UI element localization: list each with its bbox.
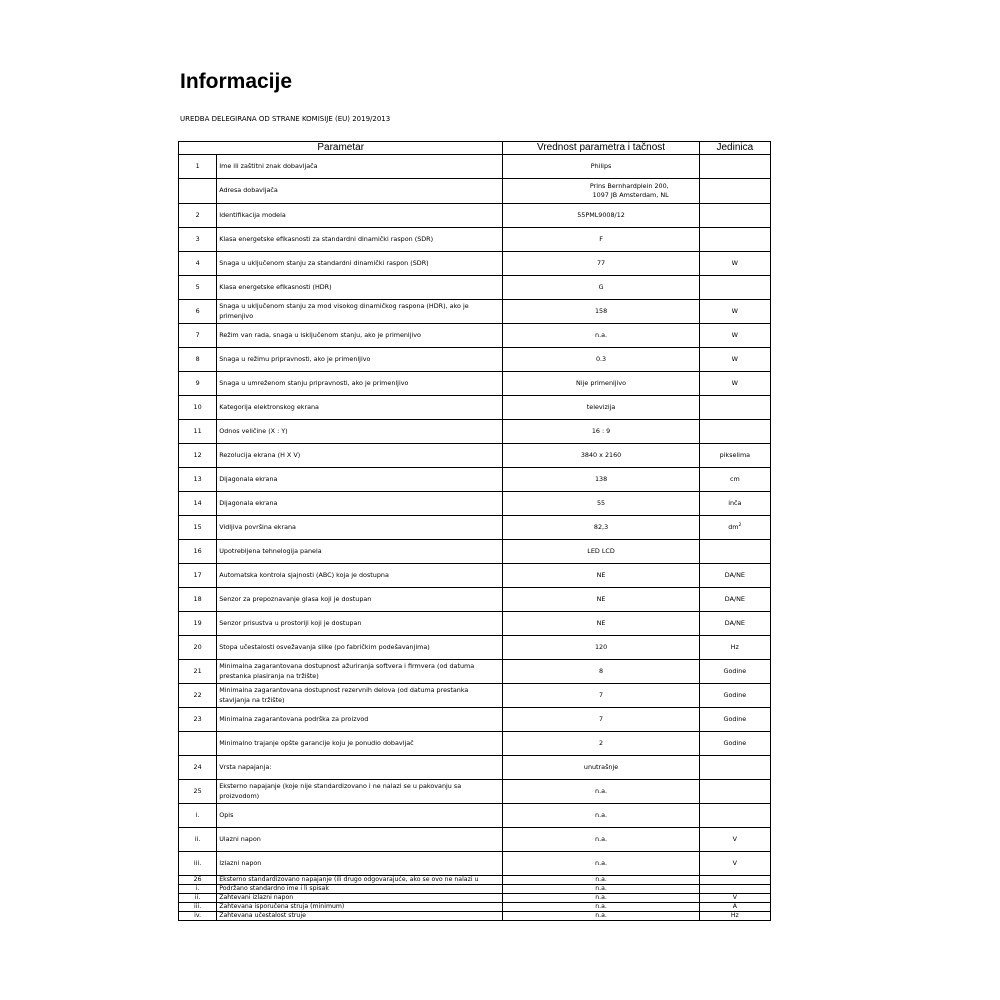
row-parameter: Snaga u umreženom stanju pripravnosti, ako je primenljivo [217, 372, 503, 396]
row-number: 5 [179, 276, 217, 300]
row-number: 10 [179, 396, 217, 420]
row-number [179, 732, 217, 756]
row-unit [699, 204, 770, 228]
table-row [179, 804, 771, 828]
row-value: 3840 x 2160 [503, 444, 699, 468]
table-row [179, 852, 771, 876]
row-number: 21 [179, 660, 217, 684]
table-row [179, 540, 771, 564]
row-parameter: Ime ili zaštitni znak dobavljača [217, 155, 503, 179]
table-row [179, 276, 771, 300]
table-row [179, 348, 771, 372]
row-value: Philips [503, 155, 699, 179]
row-value: n.a. [503, 876, 699, 885]
row-unit [699, 804, 770, 828]
row-value: 8 [503, 660, 699, 684]
row-value: 2 [503, 732, 699, 756]
row-value: n.a. [503, 912, 699, 921]
row-parameter: Kategorija elektronskog ekrana [217, 396, 503, 420]
row-parameter: Vrsta napajanja: [217, 756, 503, 780]
row-value: NE [503, 564, 699, 588]
row-unit: Godine [699, 732, 770, 756]
regulation-subtitle: UREDBA DELEGIRANA OD STRANE KOMISIJE (EU) 2019/2013 [180, 115, 391, 123]
row-parameter: Adresa dobavljača [217, 179, 503, 204]
row-parameter: Podržano standardno ime i li spisak [217, 885, 503, 894]
row-value: 55PML9008/12 [503, 204, 699, 228]
row-parameter: Minimalna zagarantovana podrška za proizvod [217, 708, 503, 732]
row-unit: DA/NE [699, 612, 770, 636]
row-parameter: Ulazni napon [217, 828, 503, 852]
row-unit: W [699, 324, 770, 348]
table-row [179, 708, 771, 732]
row-parameter: Zahtevana isporučena struja (minimum) [217, 903, 503, 912]
table-row [179, 155, 771, 179]
row-number: 14 [179, 492, 217, 516]
row-number: 3 [179, 228, 217, 252]
row-number: 2 [179, 204, 217, 228]
row-number: 9 [179, 372, 217, 396]
row-unit [699, 876, 770, 885]
row-parameter: Minimalna zagarantovana dostupnost rezervnih delova (od datuma prestanka stavljanja na tržište) [217, 684, 503, 708]
row-parameter: Senzor za prepoznavanje glasa koji je dostupan [217, 588, 503, 612]
row-number: 23 [179, 708, 217, 732]
row-unit [699, 155, 770, 179]
row-value: LED LCD [503, 540, 699, 564]
row-value [503, 179, 699, 204]
row-parameter: Vidljiva površina ekrana [217, 516, 503, 540]
table-row [179, 468, 771, 492]
row-parameter: Dijagonala ekrana [217, 492, 503, 516]
table-row [179, 564, 771, 588]
row-unit: DA/NE [699, 588, 770, 612]
row-parameter: Opis [217, 804, 503, 828]
row-value: 55 [503, 492, 699, 516]
row-value: n.a. [503, 894, 699, 903]
row-number: ii. [179, 894, 217, 903]
row-number: 17 [179, 564, 217, 588]
row-unit: pikselima [699, 444, 770, 468]
row-value: NE [503, 588, 699, 612]
row-unit: W [699, 252, 770, 276]
table-row [179, 885, 771, 894]
row-value-line: Prins Bernhardplein 200, [589, 181, 669, 190]
row-number: 11 [179, 420, 217, 444]
row-parameter: Automatska kontrola sjajnosti (ABC) koja je dostupna [217, 564, 503, 588]
row-parameter: Režim van rada, snaga u isključenom stanju, ako je primenljivo [217, 324, 503, 348]
row-unit [699, 885, 770, 894]
row-value: F [503, 228, 699, 252]
row-value: unutrašnje [503, 756, 699, 780]
row-unit: V [699, 828, 770, 852]
table-row [179, 828, 771, 852]
row-value: G [503, 276, 699, 300]
row-number: 16 [179, 540, 217, 564]
row-number: 4 [179, 252, 217, 276]
row-unit [699, 516, 770, 540]
row-number: iii. [179, 852, 217, 876]
row-value: televizija [503, 396, 699, 420]
row-unit [699, 228, 770, 252]
row-number: 7 [179, 324, 217, 348]
row-parameter: Snaga u uključenom stanju za standardni dinamički raspon (SDR) [217, 252, 503, 276]
row-value: 138 [503, 468, 699, 492]
row-value: Nije primenljivo [503, 372, 699, 396]
row-unit: Hz [699, 912, 770, 921]
table-row [179, 660, 771, 684]
row-parameter: Snaga u režimu pripravnosti, ako je primenljivo [217, 348, 503, 372]
row-value: n.a. [503, 852, 699, 876]
row-number: 12 [179, 444, 217, 468]
table-row [179, 588, 771, 612]
row-value: n.a. [503, 885, 699, 894]
row-unit-text: dm [728, 522, 739, 531]
row-value: 0.3 [503, 348, 699, 372]
row-number: 20 [179, 636, 217, 660]
row-unit [699, 420, 770, 444]
row-unit: DA/NE [699, 564, 770, 588]
row-unit: Godine [699, 708, 770, 732]
row-unit [699, 276, 770, 300]
table-row [179, 516, 771, 540]
table-row [179, 894, 771, 903]
row-value: 16 : 9 [503, 420, 699, 444]
table-row [179, 612, 771, 636]
row-value: n.a. [503, 828, 699, 852]
row-unit: W [699, 372, 770, 396]
table-header-row [179, 142, 771, 155]
row-number: 18 [179, 588, 217, 612]
row-value: n.a. [503, 804, 699, 828]
row-unit [699, 179, 770, 204]
row-unit: A [699, 903, 770, 912]
row-number: 1 [179, 155, 217, 179]
row-unit [699, 780, 770, 804]
row-parameter: Odnos veličine (X : Y) [217, 420, 503, 444]
row-number: 13 [179, 468, 217, 492]
row-unit: V [699, 894, 770, 903]
header-vrednost: Vrednost parametra i tačnost [503, 142, 699, 155]
row-unit [699, 756, 770, 780]
row-number: 19 [179, 612, 217, 636]
row-number: 25 [179, 780, 217, 804]
table-row [179, 780, 771, 804]
row-value: n.a. [503, 324, 699, 348]
row-parameter: Upotrebljena tehnelogija panela [217, 540, 503, 564]
row-parameter: Snaga u uključenom stanju za mod visokog dinamičkog raspona (HDR), ako je primenjivo [217, 300, 503, 324]
row-parameter: Eksterno napajanje (koje nije standardizovano i ne nalazi se u pakovanju sa proizvodom) [217, 780, 503, 804]
row-unit: inča [699, 492, 770, 516]
row-parameter: Dijagonala ekrana [217, 468, 503, 492]
row-parameter: Identifikacija modela [217, 204, 503, 228]
row-value-line: 1097 JB Amsterdam, NL [592, 191, 669, 199]
row-value: n.a. [503, 903, 699, 912]
row-parameter: Klasa energetske efikasnosti za standardni dinamički raspon (SDR) [217, 228, 503, 252]
row-parameter: Eksterno standardizovano napajanje (ili drugo odgovarajuće, ako se ovo ne nalazi u [217, 876, 503, 885]
row-number [179, 179, 217, 204]
row-unit: cm [699, 468, 770, 492]
page-title: Informacije [180, 70, 293, 93]
header-jedinica: Jedinica [699, 142, 770, 155]
table-row [179, 684, 771, 708]
row-unit: Godine [699, 660, 770, 684]
table-row [179, 732, 771, 756]
table-row [179, 228, 771, 252]
row-unit: Hz [699, 636, 770, 660]
row-value: 120 [503, 636, 699, 660]
row-parameter: Izlazni napon [217, 852, 503, 876]
table-row [179, 204, 771, 228]
row-number: 15 [179, 516, 217, 540]
row-value: NE [503, 612, 699, 636]
row-parameter: Zahtevani izlazni napon [217, 894, 503, 903]
row-parameter: Rezolucija ekrana (H X V) [217, 444, 503, 468]
table-row [179, 179, 771, 204]
row-number: ii. [179, 828, 217, 852]
row-parameter: Zahtevana učestalost struje [217, 912, 503, 921]
row-number: iv. [179, 912, 217, 921]
row-number: 26 [179, 876, 217, 885]
row-value: 82,3 [503, 516, 699, 540]
row-unit [699, 540, 770, 564]
table-row [179, 252, 771, 276]
row-number: iii. [179, 903, 217, 912]
row-unit: Godine [699, 684, 770, 708]
table-row [179, 876, 771, 885]
table-row [179, 903, 771, 912]
table-row [179, 756, 771, 780]
header-parametar: Parametar [179, 142, 503, 155]
table-row [179, 492, 771, 516]
table-row [179, 444, 771, 468]
row-parameter: Senzor prisustva u prostoriji koji je dostupan [217, 612, 503, 636]
table-row [179, 324, 771, 348]
row-parameter: Stopa učestalosti osvežavanja slike (po fabričkim podešavanjima) [217, 636, 503, 660]
table-row [179, 300, 771, 324]
table-row [179, 420, 771, 444]
row-parameter: Minimalno trajanje opšte garancije koju je ponudio dobavljač [217, 732, 503, 756]
row-number: 24 [179, 756, 217, 780]
row-unit: W [699, 348, 770, 372]
row-unit: V [699, 852, 770, 876]
table-row [179, 636, 771, 660]
row-value: 77 [503, 252, 699, 276]
row-parameter: Minimalna zagarantovana dostupnost ažuriranja softvera i firmvera (od datuma prestanka plasiranja na tržište) [217, 660, 503, 684]
row-number: 8 [179, 348, 217, 372]
row-parameter: Klasa energetske efikasnosti (HDR) [217, 276, 503, 300]
row-number: i. [179, 804, 217, 828]
row-value: 158 [503, 300, 699, 324]
table-row [179, 372, 771, 396]
row-unit [699, 396, 770, 420]
row-unit-superscript: 2 [738, 522, 742, 528]
row-number: 22 [179, 684, 217, 708]
table-row [179, 912, 771, 921]
table-row [179, 396, 771, 420]
row-number: i. [179, 885, 217, 894]
row-value: 7 [503, 708, 699, 732]
row-value: n.a. [503, 780, 699, 804]
row-value: 7 [503, 684, 699, 708]
row-number: 6 [179, 300, 217, 324]
row-unit: W [699, 300, 770, 324]
parameter-table [178, 141, 771, 921]
